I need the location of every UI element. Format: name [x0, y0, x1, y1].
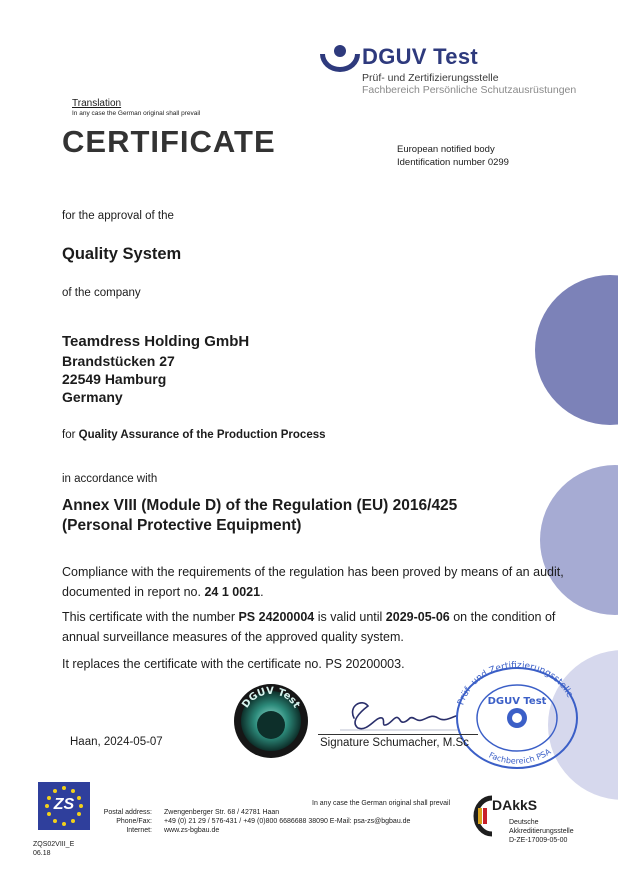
notified-body-line1: European notified body: [397, 144, 495, 155]
dakks-info: [509, 818, 574, 845]
website-link[interactable]: www.zs-bgbau.de: [164, 827, 220, 834]
decorative-circle-top: [535, 275, 618, 425]
dakks-line3: D-ZE-17009-05-00: [509, 837, 568, 844]
official-stamp: [452, 660, 582, 770]
company-street: Brandstücken 27: [62, 353, 175, 369]
compliance-line1: Compliance with the requirements of the regulation has been proved by means of an audit,: [62, 565, 564, 579]
purpose-prefix: for: [62, 429, 79, 441]
compliance-text: [62, 562, 582, 602]
company-country: Germany: [62, 389, 123, 405]
compliance-suffix: .: [260, 585, 264, 599]
brand-subtitle-2: Fachbereich Persönliche Schutzausrüstungen: [362, 84, 577, 96]
phone-fax: +49 (0) 21 29 / 576-431 / +49 (0)800 6686688 38090 E-Mail: psa-zs@bgbau.de: [164, 818, 411, 825]
compliance-line2: [62, 582, 582, 602]
compliance-prefix: documented in report no.: [62, 585, 205, 599]
company-intro: of the company: [62, 287, 141, 299]
certificate-title: CERTIFICATE: [62, 124, 276, 159]
postal-address: Zwengenberger Str. 68 / 42781 Haan: [164, 809, 280, 816]
replaces-text: It replaces the certificate with the certificate no. PS 20200003.: [62, 657, 405, 671]
place-date: Haan, 2024-05-07: [70, 736, 163, 748]
stamp-outer-text: Prüf- und Zertifizierungsstelle: [456, 660, 575, 707]
internet-label: Internet:: [126, 827, 152, 834]
signature-line: [318, 734, 478, 735]
translation-note: In any case the German original shall prevail: [72, 110, 201, 117]
dakks-line2: Akkreditierungsstelle: [509, 828, 574, 835]
hologram-seal-icon: [232, 682, 310, 760]
stamp-center-text: DGUV Test: [487, 696, 547, 707]
zs-label: ZS: [53, 796, 75, 813]
stamp-bottom-text: Fachbereich PSA: [487, 746, 553, 766]
brand-title: DGUV Test: [362, 44, 478, 69]
regulation: [62, 496, 457, 536]
footer-prevail-note: In any case the German original shall prevail: [312, 800, 451, 807]
validity-prefix: This certificate with the number: [62, 610, 239, 624]
signature-label: Signature Schumacher, M.Sc: [320, 737, 469, 749]
regulation-line1: Annex VIII (Module D) of the Regulation (EU) 2016/425: [62, 497, 458, 514]
certificate-number: PS 24200004: [238, 610, 315, 624]
hologram-text: DGUV Test: [240, 685, 302, 711]
system-name: Quality System: [62, 245, 182, 263]
company-name: Teamdress Holding GmbH: [62, 333, 250, 350]
phone-label: Phone/Fax:: [116, 818, 152, 825]
form-code-value: ZQS02VIII_E: [33, 841, 75, 848]
validity-suffix: on the condition of: [449, 610, 556, 624]
footer-values: [164, 808, 410, 835]
validity-text: [62, 607, 602, 647]
form-date: 06.18: [33, 850, 51, 857]
approval-intro: for the approval of the: [62, 210, 174, 222]
validity-middle: is valid until: [314, 610, 386, 624]
report-number: 24 1 0021: [204, 585, 261, 599]
purpose-line: [62, 429, 326, 441]
dakks-name: DAkkS: [492, 797, 538, 813]
dakks-line1: Deutsche: [509, 819, 539, 826]
purpose: Quality Assurance of the Production Process: [78, 429, 326, 441]
zs-logo: [38, 782, 90, 830]
company-city: 22549 Hamburg: [62, 371, 167, 387]
accordance-intro: in accordance with: [62, 473, 158, 485]
regulation-line2: (Personal Protective Equipment): [62, 517, 302, 534]
dguv-logo-icon: [318, 42, 362, 72]
company-address: [62, 332, 249, 406]
valid-until-date: 2029-05-06: [385, 610, 450, 624]
form-code: [33, 840, 74, 858]
translation-label: Translation: [72, 98, 122, 109]
validity-line2: annual surveillance measures of the approved quality system.: [62, 630, 404, 644]
brand-subtitle-1: Prüf- und Zertifizierungsstelle: [362, 72, 499, 84]
validity-line1: [62, 607, 602, 627]
notified-body-line2: Identification number 0299: [397, 157, 509, 168]
postal-label: Postal address:: [103, 809, 152, 816]
footer-labels: [96, 808, 152, 835]
